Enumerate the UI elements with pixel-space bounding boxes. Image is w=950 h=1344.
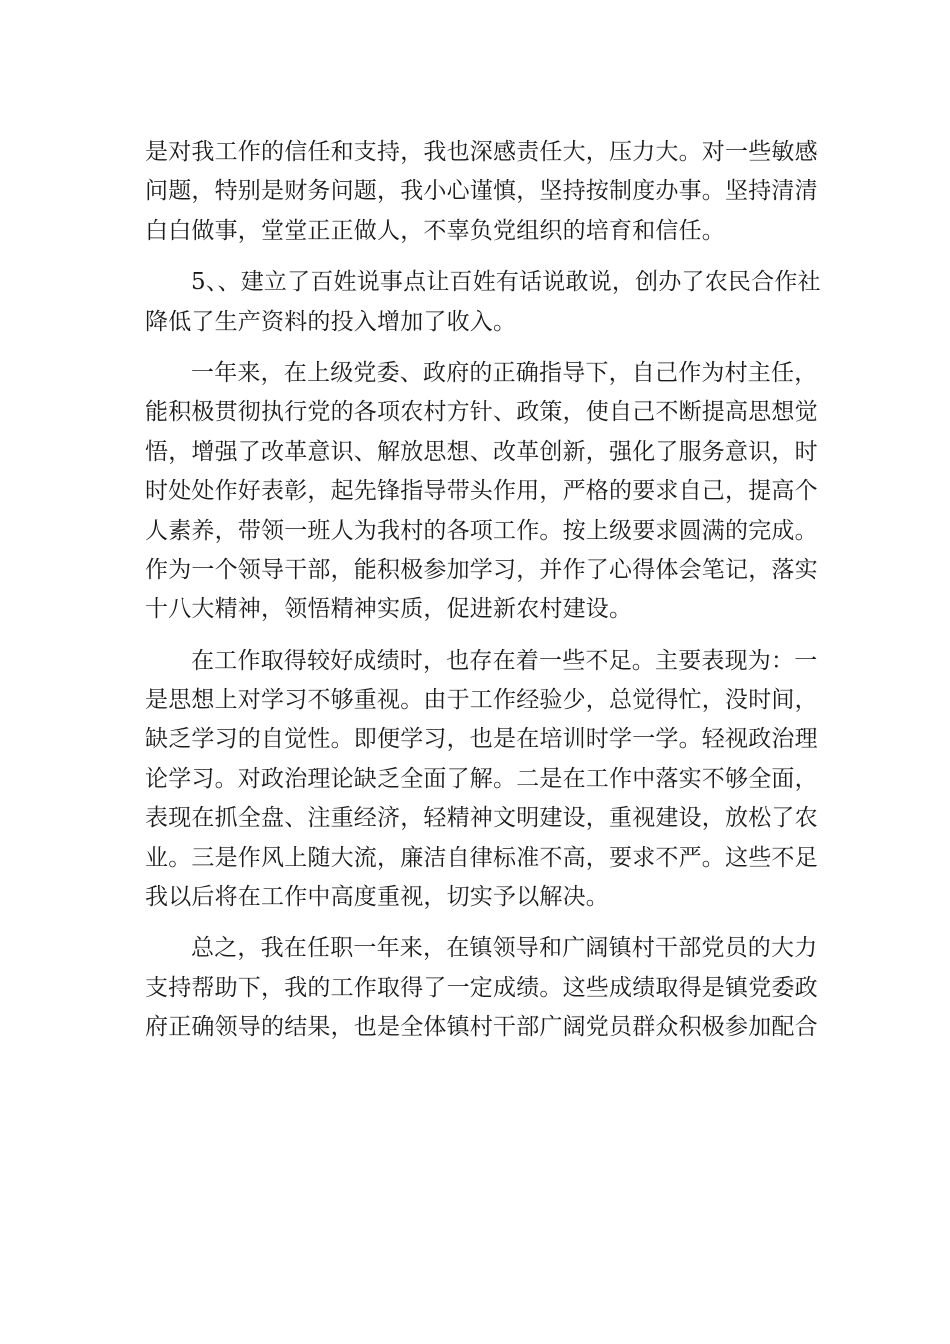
text-line: 府正确领导的结果，也是全体镇村干部广阔党员群众积极参加配合: [145, 1014, 818, 1041]
text-line: 是对我工作的信任和支持，我也深感责任大，压力大。对一些敏感: [145, 139, 818, 165]
paragraph-shortcomings: [145, 642, 818, 918]
text-line: 支持帮助下，我的工作取得了一定成绩。这些成绩取得是镇党委政: [145, 974, 818, 1001]
text-line: 十八大精神，领悟精神实质，促进新农村建设。: [145, 596, 633, 623]
paragraph-conclusion: [145, 929, 818, 1047]
text-line: 缺乏学习的自觉性。即便学习，也是在培训时学一学。轻视政治理: [145, 726, 818, 753]
text-line: 5、、建立了百姓说事点让百姓有话说敢说，创办了农民合作社: [191, 269, 821, 296]
text-line: 悟，增强了改革意识、解放思想、改革创新，强化了服务意识，时: [145, 438, 818, 465]
text-line: 能积极贯彻执行党的各项农村方针、政策，使自己不断提高思想觉: [145, 399, 818, 426]
text-line: 是思想上对学习不够重视。由于工作经验少，总觉得忙，没时间，: [145, 687, 818, 714]
text-line: 我以后将在工作中高度重视，切实予以解决。: [145, 884, 609, 911]
text-line: 总之，我在任职一年来，在镇领导和广阔镇村干部党员的大力: [191, 935, 818, 962]
text-line: 人素养，带领一班人为我村的各项工作。按上级要求圆满的完成。: [145, 517, 818, 544]
paragraph-continuation: [145, 133, 818, 251]
text-line: 论学习。对政治理论缺乏全面了解。二是在工作中落实不够全面，: [145, 765, 818, 792]
text-line: 时处处作好表彰，起先锋指导带头作用，严格的要求自己，提高个: [145, 478, 818, 505]
document-page: [145, 133, 821, 1048]
text-line: 表现在抓全盘、注重经济，轻精神文明建设，重视建设，放松了农: [145, 805, 818, 832]
paragraph-year-summary: [145, 354, 818, 630]
text-line: 一年来，在上级党委、政府的正确指导下，自己作为村主任，: [191, 359, 818, 386]
text-line: 业。三是作风上随大流，廉洁自律标准不高，要求不严。这些不足: [145, 844, 818, 871]
text-line: 作为一个领导干部，能积极参加学习，并作了心得体会笔记，落实: [145, 556, 818, 583]
paragraph-item-5: [145, 263, 821, 342]
text-line: 在工作取得较好成绩时，也存在着一些不足。主要表现为：一: [191, 647, 818, 674]
text-line: 降低了生产资料的投入增加了收入。: [145, 308, 517, 335]
text-line: 白白做事，堂堂正正做人，不辜负党组织的培育和信任。: [145, 217, 725, 244]
text-line: 问题，特别是财务问题，我小心谨慎，坚持按制度办事。坚持清清: [145, 178, 818, 205]
